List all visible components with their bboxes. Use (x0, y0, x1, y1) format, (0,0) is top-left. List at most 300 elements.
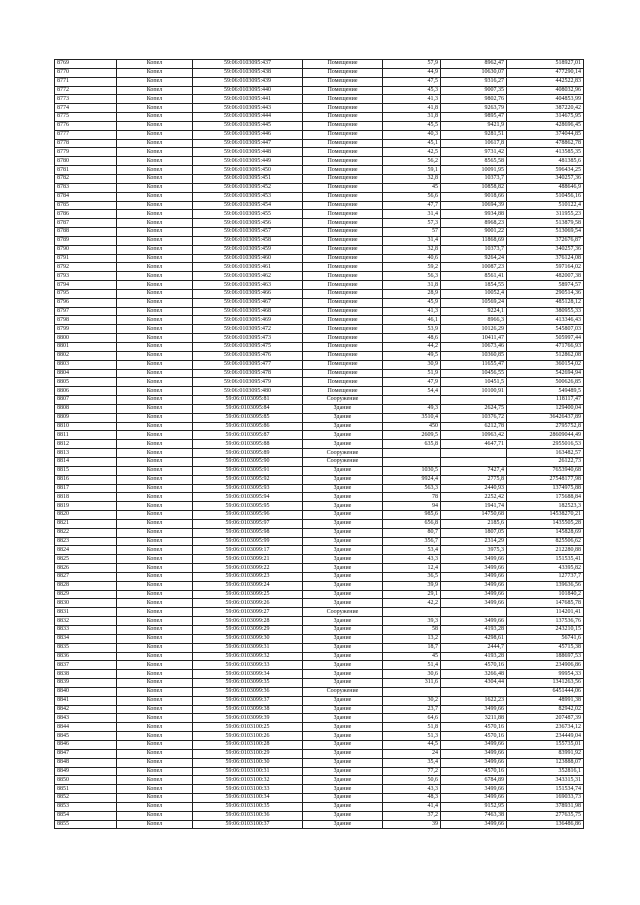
cell-row-number: 8828 (55, 581, 117, 590)
table-row (55, 413, 584, 422)
table-row (55, 590, 584, 599)
cell-object-type: Здание (303, 776, 383, 785)
table-row (55, 555, 584, 564)
table-row (55, 705, 584, 714)
cell-cadastral-number: 59:06:0103095:468 (193, 307, 303, 316)
cell-cadastral-number: 59:06:0103099:35 (193, 679, 303, 688)
cell-row-number: 8813 (55, 449, 117, 458)
cell-area: 563,3 (383, 484, 441, 493)
cell-row-number: 8812 (55, 440, 117, 449)
cell-municipality: Копел (117, 484, 193, 493)
cell-object-type: Помещение (303, 77, 383, 86)
cell-cadastral-value: 277635,75 (507, 811, 584, 820)
cell-municipality: Копел (117, 201, 193, 210)
table-row (55, 396, 584, 405)
table-row (55, 749, 584, 758)
cell-cadastral-value: 36426437,89 (507, 413, 584, 422)
cell-municipality: Копел (117, 148, 193, 157)
cell-area (383, 608, 441, 617)
cell-cadastral-number: 59:06:0103100:37 (193, 820, 303, 829)
cell-row-number: 8848 (55, 758, 117, 767)
cell-cadastral-value: 27548177,98 (507, 475, 584, 484)
cell-cadastral-value: 408032,96 (507, 86, 584, 95)
cell-area: 36,5 (383, 572, 441, 581)
cell-specific-value: 2624,75 (441, 404, 507, 413)
cell-row-number: 8807 (55, 396, 117, 405)
cell-cadastral-number: 59:06:0103099:24 (193, 581, 303, 590)
table-body (55, 60, 584, 829)
table-row (55, 95, 584, 104)
cell-object-type: Помещение (303, 307, 383, 316)
cell-municipality: Копел (117, 537, 193, 546)
cell-specific-value: 7427,4 (441, 466, 507, 475)
cell-area: 31,4 (383, 210, 441, 219)
cell-object-type: Здание (303, 581, 383, 590)
cell-row-number: 8851 (55, 785, 117, 794)
cell-cadastral-value: 151534,74 (507, 785, 584, 794)
cell-municipality: Копел (117, 670, 193, 679)
cell-area: 57,9 (383, 60, 441, 69)
table-row (55, 422, 584, 431)
cell-area: 51,9 (383, 369, 441, 378)
cell-area (383, 687, 441, 696)
cell-row-number: 8830 (55, 599, 117, 608)
cell-municipality: Копел (117, 608, 193, 617)
cell-row-number: 8808 (55, 404, 117, 413)
cell-object-type: Помещение (303, 130, 383, 139)
cell-cadastral-value: 182523,3 (507, 502, 584, 511)
cell-specific-value: 3499,66 (441, 785, 507, 794)
table-row (55, 634, 584, 643)
cell-cadastral-value: 596434,25 (507, 166, 584, 175)
cell-cadastral-value: 118117,47 (507, 396, 584, 405)
cell-object-type: Помещение (303, 281, 383, 290)
cell-cadastral-number: 59:06:0103099:37 (193, 696, 303, 705)
cell-object-type: Здание (303, 404, 383, 413)
cell-row-number: 8800 (55, 334, 117, 343)
table-row (55, 599, 584, 608)
cell-row-number: 8816 (55, 475, 117, 484)
cell-row-number: 8792 (55, 263, 117, 272)
cell-municipality: Копел (117, 387, 193, 396)
cell-specific-value (441, 457, 507, 466)
cell-cadastral-number: 59:06:0103095:437 (193, 60, 303, 69)
cell-municipality: Копел (117, 572, 193, 581)
cell-cadastral-number: 59:06:0103100:33 (193, 785, 303, 794)
cell-object-type: Здание (303, 440, 383, 449)
cell-area: 30,2 (383, 696, 441, 705)
cell-cadastral-value: 2955016,53 (507, 440, 584, 449)
cell-object-type: Здание (303, 767, 383, 776)
cell-object-type: Здание (303, 723, 383, 732)
cell-object-type: Помещение (303, 166, 383, 175)
cell-cadastral-value: 413585,35 (507, 148, 584, 157)
cell-object-type: Здание (303, 696, 383, 705)
table-row (55, 201, 584, 210)
table-row (55, 546, 584, 555)
cell-object-type: Помещение (303, 245, 383, 254)
cell-object-type: Здание (303, 811, 383, 820)
cell-cadastral-number: 59:06:0103095:476 (193, 351, 303, 360)
table-row (55, 210, 584, 219)
cell-object-type: Помещение (303, 174, 383, 183)
cell-area: 28,9 (383, 289, 441, 298)
cell-row-number: 8796 (55, 298, 117, 307)
cell-cadastral-number: 59:06:0103100:26 (193, 732, 303, 741)
cell-cadastral-value: 1435505,28 (507, 519, 584, 528)
cell-cadastral-value: 188697,53 (507, 652, 584, 661)
cell-cadastral-value: 212280,88 (507, 546, 584, 555)
cell-row-number: 8809 (55, 413, 117, 422)
cell-cadastral-number: 59:06:0103095:440 (193, 86, 303, 95)
table-row (55, 661, 584, 670)
cell-cadastral-number: 59:06:0103095:447 (193, 139, 303, 148)
cell-specific-value: 3266,48 (441, 670, 507, 679)
cell-area: 78 (383, 493, 441, 502)
cell-row-number: 8806 (55, 387, 117, 396)
cell-specific-value: 3211,88 (441, 714, 507, 723)
cell-row-number: 8775 (55, 113, 117, 122)
table-row (55, 431, 584, 440)
cell-row-number: 8797 (55, 307, 117, 316)
cell-cadastral-value: 482007,38 (507, 272, 584, 281)
cell-object-type: Помещение (303, 201, 383, 210)
cell-specific-value: 9224,1 (441, 307, 507, 316)
cell-cadastral-value: 147685,78 (507, 599, 584, 608)
cell-specific-value: 10451,5 (441, 378, 507, 387)
cell-cadastral-number: 59:06:0103100:35 (193, 802, 303, 811)
cell-municipality: Копел (117, 60, 193, 69)
cell-cadastral-number: 59:06:0103095:467 (193, 298, 303, 307)
table-row (55, 502, 584, 511)
cell-object-type: Здание (303, 502, 383, 511)
cell-area: 635,8 (383, 440, 441, 449)
cell-row-number: 8825 (55, 555, 117, 564)
cell-specific-value (441, 449, 507, 458)
cell-object-type: Помещение (303, 139, 383, 148)
cell-municipality: Копел (117, 696, 193, 705)
cell-specific-value: 9731,42 (441, 148, 507, 157)
cell-area: 41,8 (383, 104, 441, 113)
cell-specific-value: 10052,4 (441, 289, 507, 298)
cell-row-number: 8854 (55, 811, 117, 820)
cell-cadastral-value: 114201,41 (507, 608, 584, 617)
cell-municipality: Копел (117, 281, 193, 290)
cell-municipality: Копел (117, 528, 193, 537)
cell-cadastral-value: 2795752,8 (507, 422, 584, 431)
cell-row-number: 8835 (55, 643, 117, 652)
table-row (55, 714, 584, 723)
cell-specific-value: 10694,39 (441, 201, 507, 210)
cell-cadastral-number: 59:06:0103100:25 (193, 723, 303, 732)
cell-area: 45 (383, 652, 441, 661)
cell-area: 42,2 (383, 599, 441, 608)
cell-specific-value: 1941,74 (441, 502, 507, 511)
cell-object-type: Здание (303, 466, 383, 475)
table-row (55, 77, 584, 86)
cell-specific-value: 3499,66 (441, 705, 507, 714)
cell-area: 41,3 (383, 95, 441, 104)
cell-specific-value: 10456,55 (441, 369, 507, 378)
cell-municipality: Копел (117, 634, 193, 643)
cell-cadastral-value: 56741,6 (507, 634, 584, 643)
cell-specific-value: 3499,66 (441, 617, 507, 626)
cell-cadastral-number: 59:06:0103095:87 (193, 431, 303, 440)
cell-object-type: Здание (303, 493, 383, 502)
cell-municipality: Копел (117, 210, 193, 219)
cell-specific-value: 8561,41 (441, 272, 507, 281)
cell-cadastral-number: 59:06:0103095:98 (193, 528, 303, 537)
cell-area: 56,3 (383, 272, 441, 281)
cell-cadastral-value: 163482,57 (507, 449, 584, 458)
cell-object-type: Помещение (303, 95, 383, 104)
cell-municipality: Копел (117, 714, 193, 723)
cell-object-type: Помещение (303, 60, 383, 69)
table-row (55, 820, 584, 829)
cell-specific-value: 3499,66 (441, 794, 507, 803)
cell-cadastral-value: 376124,08 (507, 254, 584, 263)
cell-row-number: 8837 (55, 661, 117, 670)
cell-specific-value: 10087,23 (441, 263, 507, 272)
table-row (55, 670, 584, 679)
cell-municipality: Копел (117, 422, 193, 431)
cell-cadastral-number: 59:06:0103095:97 (193, 519, 303, 528)
cell-specific-value: 3975,3 (441, 546, 507, 555)
cell-cadastral-value: 340257,36 (507, 174, 584, 183)
cell-row-number: 8787 (55, 219, 117, 228)
cell-row-number: 8793 (55, 272, 117, 281)
table-row (55, 511, 584, 520)
cell-specific-value: 3499,66 (441, 599, 507, 608)
cell-cadastral-number: 59:06:0103099:38 (193, 705, 303, 714)
cell-row-number: 8833 (55, 626, 117, 635)
table-row (55, 157, 584, 166)
table-row (55, 378, 584, 387)
table-row (55, 139, 584, 148)
table-row (55, 626, 584, 635)
cell-object-type: Здание (303, 758, 383, 767)
cell-specific-value: 6784,89 (441, 776, 507, 785)
cell-municipality: Копел (117, 236, 193, 245)
cell-object-type: Помещение (303, 298, 383, 307)
cell-specific-value: 4570,16 (441, 732, 507, 741)
cell-row-number: 8791 (55, 254, 117, 263)
cell-municipality: Копел (117, 104, 193, 113)
cell-cadastral-value: 127737,7 (507, 572, 584, 581)
cell-specific-value: 2314,29 (441, 537, 507, 546)
cell-municipality: Копел (117, 440, 193, 449)
cell-area: 56,2 (383, 157, 441, 166)
cell-area (383, 457, 441, 466)
table-row (55, 484, 584, 493)
cell-specific-value: 3499,66 (441, 555, 507, 564)
cell-object-type: Здание (303, 413, 383, 422)
cell-specific-value: 11655,47 (441, 360, 507, 369)
cell-specific-value: 4570,16 (441, 723, 507, 732)
cell-cadastral-number: 59:06:0103095:450 (193, 166, 303, 175)
cell-cadastral-value: 139636,56 (507, 581, 584, 590)
cell-municipality: Копел (117, 157, 193, 166)
cell-specific-value: 10411,47 (441, 334, 507, 343)
cell-specific-value (441, 687, 507, 696)
cell-object-type: Сооружение (303, 449, 383, 458)
cell-municipality: Копел (117, 298, 193, 307)
cell-object-type: Помещение (303, 157, 383, 166)
cell-specific-value: 14750,68 (441, 511, 507, 520)
cell-row-number: 8811 (55, 431, 117, 440)
cell-municipality: Копел (117, 555, 193, 564)
cell-cadastral-number: 59:06:0103100:28 (193, 740, 303, 749)
cell-specific-value: 10373,7 (441, 174, 507, 183)
cell-object-type: Помещение (303, 104, 383, 113)
cell-cadastral-number: 59:06:0103099:23 (193, 572, 303, 581)
cell-area: 40,6 (383, 254, 441, 263)
cell-object-type: Здание (303, 546, 383, 555)
cell-object-type: Помещение (303, 86, 383, 95)
table-row (55, 272, 584, 281)
cell-cadastral-value: 123888,07 (507, 758, 584, 767)
cell-row-number: 8801 (55, 343, 117, 352)
cell-cadastral-value: 372676,87 (507, 236, 584, 245)
cell-row-number: 8782 (55, 174, 117, 183)
cell-area (383, 396, 441, 405)
cell-municipality: Копел (117, 396, 193, 405)
cell-specific-value: 2444,7 (441, 643, 507, 652)
cell-cadastral-value: 1341263,56 (507, 679, 584, 688)
table-row (55, 387, 584, 396)
cell-cadastral-number: 59:06:0103095:84 (193, 404, 303, 413)
cell-object-type: Помещение (303, 351, 383, 360)
table-row (55, 228, 584, 237)
cell-cadastral-number: 59:06:0103099:32 (193, 652, 303, 661)
cell-specific-value: 10100,91 (441, 387, 507, 396)
cell-specific-value: 8565,58 (441, 157, 507, 166)
cell-cadastral-value: 340257,36 (507, 245, 584, 254)
cell-area: 450 (383, 422, 441, 431)
cell-specific-value: 3499,66 (441, 581, 507, 590)
cell-municipality: Копел (117, 316, 193, 325)
cell-specific-value: 10617,8 (441, 139, 507, 148)
cell-cadastral-number: 59:06:0103095:456 (193, 219, 303, 228)
cell-row-number: 8770 (55, 68, 117, 77)
cell-object-type: Помещение (303, 316, 383, 325)
cell-municipality: Копел (117, 502, 193, 511)
cell-object-type: Здание (303, 519, 383, 528)
cell-cadastral-number: 59:06:0103095:478 (193, 369, 303, 378)
table-row (55, 404, 584, 413)
cell-cadastral-number: 59:06:0103099:26 (193, 599, 303, 608)
table-row (55, 537, 584, 546)
cell-cadastral-number: 59:06:0103095:479 (193, 378, 303, 387)
cell-row-number: 8852 (55, 794, 117, 803)
cell-cadastral-value: 500626,85 (507, 378, 584, 387)
cell-cadastral-value: 513069,54 (507, 228, 584, 237)
cell-municipality: Копел (117, 457, 193, 466)
cell-object-type: Здание (303, 626, 383, 635)
table-row (55, 643, 584, 652)
cell-municipality: Копел (117, 776, 193, 785)
cell-area: 13,2 (383, 634, 441, 643)
cell-row-number: 8823 (55, 537, 117, 546)
table-row (55, 245, 584, 254)
cell-cadastral-number: 59:06:0103095:469 (193, 316, 303, 325)
cell-row-number: 8798 (55, 316, 117, 325)
cell-cadastral-number: 59:06:0103095:453 (193, 192, 303, 201)
cell-object-type: Здание (303, 820, 383, 829)
cell-specific-value: 9001,22 (441, 228, 507, 237)
cell-cadastral-number: 59:06:0103095:448 (193, 148, 303, 157)
cell-specific-value: 2440,93 (441, 484, 507, 493)
cell-cadastral-value: 380955,33 (507, 307, 584, 316)
cell-row-number: 8832 (55, 617, 117, 626)
cell-row-number: 8840 (55, 687, 117, 696)
cell-municipality: Копел (117, 564, 193, 573)
cell-row-number: 8805 (55, 378, 117, 387)
cell-cadastral-value: 43395,82 (507, 564, 584, 573)
cell-object-type: Сооружение (303, 608, 383, 617)
cell-municipality: Копел (117, 599, 193, 608)
table-row (55, 723, 584, 732)
cell-cadastral-value: 207487,39 (507, 714, 584, 723)
table-row (55, 166, 584, 175)
cell-municipality: Копел (117, 139, 193, 148)
cell-row-number: 8773 (55, 95, 117, 104)
cell-row-number: 8802 (55, 351, 117, 360)
cell-cadastral-number: 59:06:0103095:451 (193, 174, 303, 183)
cell-specific-value: 3499,66 (441, 740, 507, 749)
cell-specific-value: 2775,8 (441, 475, 507, 484)
cell-cadastral-value: 518927,01 (507, 60, 584, 69)
cell-specific-value: 9281,51 (441, 130, 507, 139)
cell-municipality: Копел (117, 121, 193, 130)
cell-area: 3510,4 (383, 413, 441, 422)
cell-object-type: Здание (303, 572, 383, 581)
cell-cadastral-number: 59:06:0103099:17 (193, 546, 303, 555)
cell-cadastral-number: 59:06:0103095:472 (193, 325, 303, 334)
cell-specific-value: 4647,71 (441, 440, 507, 449)
cell-area: 30,9 (383, 360, 441, 369)
cell-object-type: Помещение (303, 360, 383, 369)
cell-row-number: 8778 (55, 139, 117, 148)
cell-cadastral-value: 82942,02 (507, 705, 584, 714)
table-row (55, 440, 584, 449)
cell-row-number: 8810 (55, 422, 117, 431)
cell-cadastral-value: 169033,73 (507, 794, 584, 803)
cell-cadastral-value: 471766,93 (507, 343, 584, 352)
cell-municipality: Копел (117, 174, 193, 183)
table-row (55, 316, 584, 325)
cell-cadastral-number: 59:06:0103095:460 (193, 254, 303, 263)
cell-area: 47,9 (383, 378, 441, 387)
cell-area: 31,4 (383, 236, 441, 245)
cell-object-type: Здание (303, 661, 383, 670)
table-row (55, 254, 584, 263)
table-row (55, 113, 584, 122)
table-row (55, 325, 584, 334)
cell-area: 2609,5 (383, 431, 441, 440)
cell-cadastral-value: 428696,45 (507, 121, 584, 130)
cell-municipality: Копел (117, 511, 193, 520)
cell-specific-value: 1807,05 (441, 528, 507, 537)
cell-specific-value: 3499,66 (441, 572, 507, 581)
cell-object-type: Помещение (303, 183, 383, 192)
table-row (55, 60, 584, 69)
cell-cadastral-number: 59:06:0103095:473 (193, 334, 303, 343)
cell-cadastral-number: 59:06:0103095:88 (193, 440, 303, 449)
cell-cadastral-number: 59:06:0103095:443 (193, 104, 303, 113)
cell-cadastral-number: 59:06:0103095:475 (193, 343, 303, 352)
cell-specific-value: 1622,23 (441, 696, 507, 705)
